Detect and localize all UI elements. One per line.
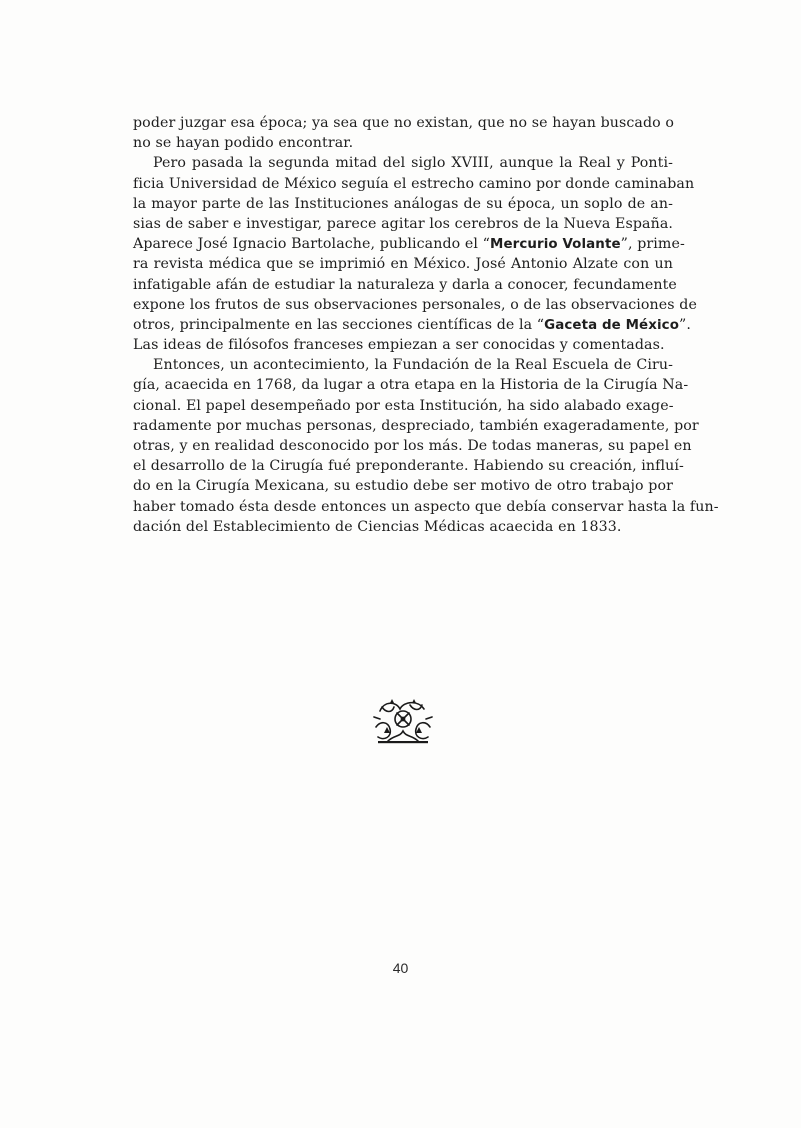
- text-line: ra revista médica que se imprimió en México. José Antonio Alzate con un: [133, 256, 673, 273]
- text-line: Las ideas de filósofos franceses empiezan a ser conocidas y comentadas.: [133, 337, 665, 354]
- text-line-part: ”.: [679, 316, 691, 333]
- text-line: la mayor parte de las Instituciones análogas de su época, un soplo de an-: [133, 195, 673, 212]
- publication-title-mercurio-volante: Mercurio Volante: [490, 237, 621, 253]
- body-text: [133, 113, 719, 537]
- text-line: infatigable afán de estudiar la naturaleza y darla a conocer, fecundamente: [133, 276, 677, 293]
- text-line: expone los frutos de sus observaciones personales, o de las observaciones de: [133, 296, 697, 313]
- publication-title-gaceta-de-mexico: Gaceta de México: [544, 317, 680, 333]
- text-line: Entonces, un acontecimiento, la Fundación de la Real Escuela de Ciru-: [153, 357, 673, 374]
- text-line-part: ”, prime-: [620, 236, 685, 253]
- text-line: gía, acaecida en 1768, da lugar a otra etapa en la Historia de la Cirugía Na-: [133, 377, 689, 394]
- text-line: el desarrollo de la Cirugía fué preponderante. Habiendo su creación, influí-: [133, 458, 684, 475]
- page-number: 40: [392, 960, 409, 976]
- text-line: dación del Establecimiento de Ciencias Médicas acaecida en 1833.: [133, 518, 622, 535]
- text-line: poder juzgar esa época; ya sea que no existan, que no se hayan buscado o: [133, 115, 675, 131]
- text-line: radamente por muchas personas, despreciado, también exageradamente, por: [133, 417, 699, 434]
- text-line: [133, 315, 691, 335]
- text-line: [133, 234, 685, 254]
- text-line-part: Aparece José Ignacio Bartolache, publicando el “: [133, 236, 491, 253]
- text-line: ficia Universidad de México seguía el estrecho camino por donde caminaban: [133, 175, 695, 192]
- text-line: no se hayan podido encontrar.: [133, 135, 354, 152]
- text-line: do en la Cirugía Mexicana, su estudio debe ser motivo de otro trabajo por: [133, 478, 673, 495]
- text-line: otras, y en realidad desconocido por los más. De todas maneras, su papel en: [133, 438, 692, 454]
- text-line: sias de saber e investigar, parece agitar los cerebros de la Nueva España.: [133, 215, 673, 232]
- text-line: cional. El papel desempeñado por esta Institución, ha sido alabado exage-: [133, 397, 674, 414]
- ornamental-vignette-icon: [370, 697, 436, 747]
- text-line: Pero pasada la segunda mitad del siglo XVIII, aunque la Real y Ponti-: [153, 155, 673, 172]
- text-line: haber tomado ésta desde entonces un aspecto que debía conservar hasta la fun-: [133, 498, 719, 515]
- text-line-part: otros, principalmente en las secciones científicas de la “: [133, 316, 545, 333]
